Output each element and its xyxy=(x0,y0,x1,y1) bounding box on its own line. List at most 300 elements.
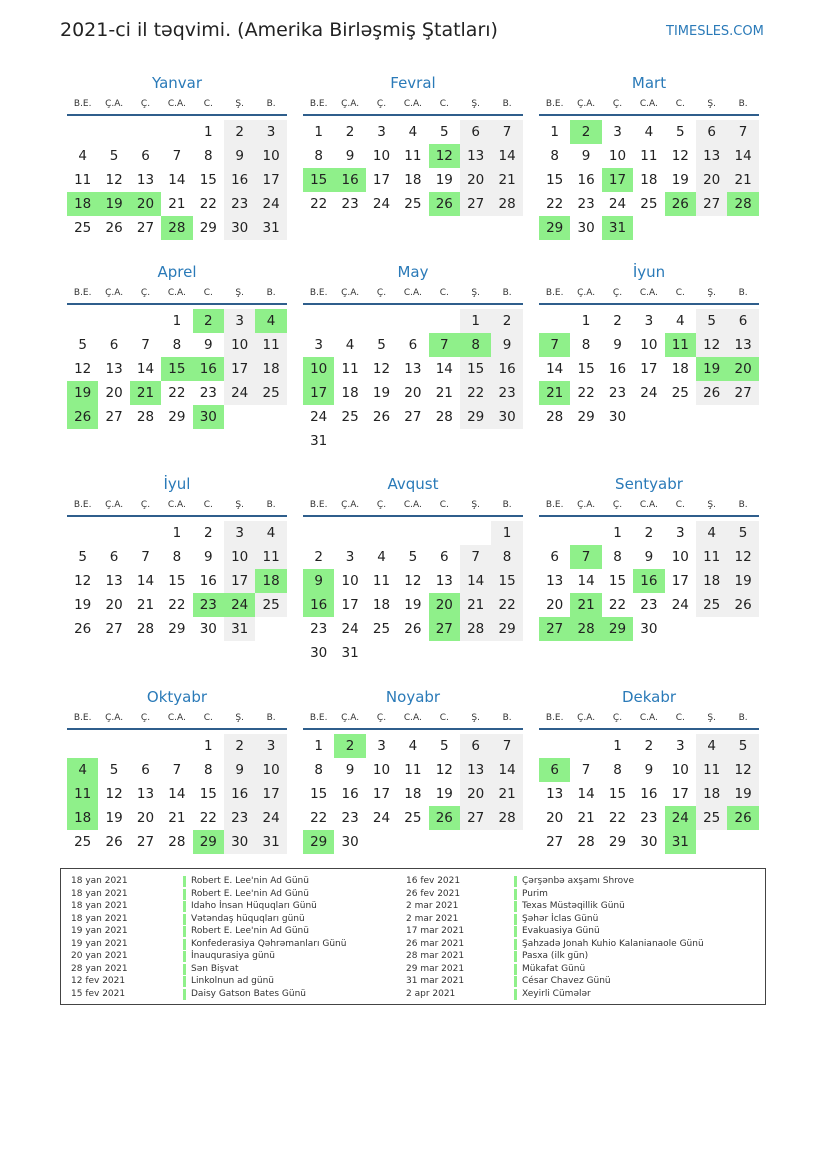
day-cell: 17 xyxy=(224,357,255,381)
day-cell: 11 xyxy=(255,545,286,569)
header-divider xyxy=(303,114,523,116)
day-cell: 30 xyxy=(640,621,658,637)
day-cell: 5 xyxy=(109,148,119,164)
day-cell: 21 xyxy=(491,168,522,192)
day-cell: 6 xyxy=(109,337,119,353)
holiday-marker-icon xyxy=(183,901,186,912)
day-cell: 19 xyxy=(435,786,453,802)
day-cell: 27 xyxy=(105,621,123,637)
legend-date: 2 mar 2021 xyxy=(406,913,459,924)
day-cell: 23 xyxy=(341,810,359,826)
holiday-day: 7 xyxy=(539,333,570,357)
day-cell: 17 xyxy=(255,782,286,806)
legend-date: 26 mar 2021 xyxy=(406,938,465,949)
day-cell: 13 xyxy=(105,573,123,589)
day-cell: 28 xyxy=(136,621,155,637)
legend-date: 28 mar 2021 xyxy=(406,951,465,961)
weekday-label: Ç. xyxy=(140,713,151,723)
header-divider xyxy=(303,515,523,517)
day-cell: 5 xyxy=(408,549,418,565)
day-cell: 6 xyxy=(460,734,491,758)
holiday-marker-icon xyxy=(514,889,517,900)
weekday-header xyxy=(67,97,287,111)
holiday-day: 29 xyxy=(193,830,224,854)
day-cell: 22 xyxy=(310,196,328,212)
legend-holiday-name: Daisy Gatson Bates Günü xyxy=(191,988,306,999)
day-cell: 11 xyxy=(74,172,92,188)
legend-item xyxy=(71,950,411,963)
holiday-day: 18 xyxy=(67,806,98,830)
day-cell: 22 xyxy=(608,810,627,826)
day-cell: 27 xyxy=(105,409,123,425)
day-cell: 15 xyxy=(460,357,491,381)
header-divider xyxy=(67,515,287,517)
holiday-day: 11 xyxy=(665,333,696,357)
weekday-header xyxy=(539,711,759,725)
weekday-label: B.E. xyxy=(309,288,328,298)
holiday-marker-icon xyxy=(183,876,186,887)
holiday-day: 29 xyxy=(539,216,570,240)
legend-holiday-name: Şahzadə Jonah Kuhio Kalanianaole Günü xyxy=(522,938,704,949)
day-cell: 30 xyxy=(640,834,658,850)
month-name: Fevral xyxy=(390,74,436,92)
legend-holiday-name: Robert E. Lee'nin Ad Günü xyxy=(191,926,309,936)
day-cell: 13 xyxy=(136,172,155,188)
day-cell: 31 xyxy=(341,645,359,661)
holiday-day: 19 xyxy=(67,381,98,405)
legend-date: 18 yan 2021 xyxy=(71,901,128,911)
weekday-label: C. xyxy=(203,288,213,298)
holiday-day: 24 xyxy=(665,806,696,830)
holiday-day: 4 xyxy=(255,309,286,333)
weekday-label: C.A. xyxy=(639,500,658,510)
day-cell: 12 xyxy=(727,545,758,569)
weekday-label: Ç. xyxy=(140,288,151,298)
holiday-day: 12 xyxy=(429,144,460,168)
weekday-label: B. xyxy=(502,288,512,298)
day-cell: 21 xyxy=(460,593,491,617)
day-cell: 24 xyxy=(372,196,391,212)
day-cell: 12 xyxy=(372,361,391,377)
holiday-day: 26 xyxy=(429,806,460,830)
day-cell: 25 xyxy=(696,593,727,617)
day-cell: 19 xyxy=(404,597,422,613)
day-cell: 12 xyxy=(105,172,123,188)
holiday-day: 28 xyxy=(570,617,601,641)
day-cell: 14 xyxy=(168,786,186,802)
brand-link[interactable]: TIMESLES.COM xyxy=(666,24,764,39)
header-divider xyxy=(303,303,523,305)
day-cell: 24 xyxy=(224,381,255,405)
day-cell: 18 xyxy=(640,172,658,188)
weekday-label: C. xyxy=(675,288,685,298)
holiday-day: 10 xyxy=(303,357,334,381)
holiday-day: 31 xyxy=(665,830,696,854)
day-cell: 6 xyxy=(141,148,150,164)
holiday-marker-icon xyxy=(183,889,186,900)
day-cell: 25 xyxy=(255,381,286,405)
day-cell: 22 xyxy=(577,385,595,401)
day-cell: 25 xyxy=(404,196,422,212)
day-cell: 15 xyxy=(168,573,186,589)
holiday-day: 21 xyxy=(130,381,161,405)
day-cell: 27 xyxy=(546,834,564,850)
legend-item xyxy=(406,975,756,988)
weekday-label: Ç.A. xyxy=(341,500,360,510)
month-name: İyun xyxy=(632,263,666,281)
day-cell: 17 xyxy=(671,573,689,589)
day-cell: 1 xyxy=(613,738,622,754)
day-cell: 21 xyxy=(435,385,453,401)
weekday-label: Ç.A. xyxy=(341,288,360,298)
weekday-label: B. xyxy=(738,500,748,510)
holiday-marker-icon xyxy=(514,939,517,950)
day-cell: 3 xyxy=(644,313,654,329)
day-cell: 3 xyxy=(345,549,355,565)
day-cell: 10 xyxy=(255,144,286,168)
weekday-label: Ç.A. xyxy=(105,288,124,298)
legend-holiday-name: Vətəndaş hüquqları günü xyxy=(191,913,305,924)
day-cell: 3 xyxy=(255,120,286,144)
day-cell: 21 xyxy=(727,168,758,192)
day-cell: 3 xyxy=(255,734,286,758)
day-cell: 5 xyxy=(727,521,758,545)
day-cell: 10 xyxy=(341,573,359,589)
legend-date: 18 yan 2021 xyxy=(71,888,128,899)
day-cell: 16 xyxy=(608,361,627,377)
day-cell: 27 xyxy=(136,220,155,236)
holiday-day: 28 xyxy=(161,216,192,240)
legend-item xyxy=(406,925,756,938)
day-cell: 6 xyxy=(141,762,150,778)
day-cell: 27 xyxy=(727,381,758,405)
weekday-header xyxy=(539,97,759,111)
legend-column-left xyxy=(71,875,411,1000)
holiday-day: 27 xyxy=(539,617,570,641)
day-cell: 6 xyxy=(727,309,758,333)
day-cell: 25 xyxy=(640,196,658,212)
day-cell: 1 xyxy=(581,313,591,329)
day-cell: 15 xyxy=(310,786,328,802)
legend-item xyxy=(406,963,756,976)
legend-holiday-name: Çərşənbə axşamı Shrove xyxy=(522,876,635,886)
weekday-label: Ç.A. xyxy=(577,500,596,510)
day-cell: 9 xyxy=(345,762,355,778)
legend-item xyxy=(71,925,411,938)
day-cell: 24 xyxy=(341,621,359,637)
month-name: Noyabr xyxy=(385,688,441,706)
day-cell: 19 xyxy=(727,569,758,593)
holiday-marker-icon xyxy=(514,964,517,975)
day-cell: 12 xyxy=(727,758,758,782)
day-cell: 15 xyxy=(546,172,564,188)
day-cell: 3 xyxy=(224,309,255,333)
day-cell: 18 xyxy=(696,569,727,593)
day-cell: 12 xyxy=(74,573,92,589)
day-cell: 18 xyxy=(404,172,422,188)
holiday-day: 24 xyxy=(224,593,255,617)
holiday-day: 21 xyxy=(539,381,570,405)
day-cell: 8 xyxy=(314,148,323,164)
weekday-label: C.A. xyxy=(167,500,186,510)
day-cell: 14 xyxy=(491,144,522,168)
weekday-label: B.E. xyxy=(73,500,92,510)
legend-holiday-name: İnauqurasiya günü xyxy=(191,951,275,961)
legend-item xyxy=(406,900,756,913)
day-cell: 20 xyxy=(136,810,155,826)
day-cell: 1 xyxy=(203,124,213,140)
day-cell: 4 xyxy=(408,738,418,754)
weekday-label: C. xyxy=(675,99,685,109)
day-cell: 21 xyxy=(577,810,595,826)
header-divider xyxy=(67,114,287,116)
weekday-label: Ç. xyxy=(612,500,623,510)
day-cell: 30 xyxy=(341,834,359,850)
day-cell: 20 xyxy=(546,810,564,826)
day-cell: 9 xyxy=(491,333,522,357)
holiday-marker-icon xyxy=(183,976,186,987)
holiday-day: 26 xyxy=(67,405,98,429)
day-cell: 1 xyxy=(613,525,622,541)
weekday-header xyxy=(539,286,759,300)
day-cell: 9 xyxy=(203,549,213,565)
day-cell: 18 xyxy=(341,385,359,401)
weekday-label: Ç.A. xyxy=(577,288,596,298)
day-cell: 29 xyxy=(491,617,522,641)
weekday-header xyxy=(67,498,287,512)
weekday-label: Ş. xyxy=(235,500,244,510)
day-cell: 27 xyxy=(404,409,422,425)
weekday-label: Ç. xyxy=(612,713,623,723)
holiday-marker-icon xyxy=(514,876,517,887)
day-cell: 24 xyxy=(608,196,627,212)
holiday-marker-icon xyxy=(183,914,186,925)
day-cell: 20 xyxy=(404,385,422,401)
day-cell: 23 xyxy=(491,381,522,405)
day-cell: 4 xyxy=(644,124,654,140)
legend-item xyxy=(71,938,411,951)
holiday-day: 18 xyxy=(67,192,98,216)
holiday-day: 29 xyxy=(602,617,633,641)
weekday-label: B.E. xyxy=(73,288,92,298)
weekday-label: Ç.A. xyxy=(105,99,124,109)
day-cell: 7 xyxy=(141,549,150,565)
legend-date: 19 yan 2021 xyxy=(71,938,128,949)
day-cell: 7 xyxy=(460,545,491,569)
day-cell: 18 xyxy=(671,361,689,377)
day-cell: 4 xyxy=(696,521,727,545)
holiday-day: 29 xyxy=(303,830,334,854)
weekday-label: Ç. xyxy=(376,500,387,510)
day-cell: 21 xyxy=(168,196,186,212)
weekday-label: Ç. xyxy=(612,99,623,109)
holiday-day: 20 xyxy=(130,192,161,216)
day-cell: 3 xyxy=(224,521,255,545)
day-cell: 26 xyxy=(105,834,123,850)
holiday-day: 4 xyxy=(67,758,98,782)
day-cell: 16 xyxy=(224,782,255,806)
weekday-label: Ç. xyxy=(140,99,151,109)
day-cell: 19 xyxy=(372,385,391,401)
weekday-label: C. xyxy=(675,500,685,510)
legend-holiday-name: Linkolnun ad günü xyxy=(191,976,275,986)
day-cell: 14 xyxy=(727,144,758,168)
weekday-label: C. xyxy=(203,713,213,723)
weekday-label: B. xyxy=(502,500,512,510)
month-name: Mart xyxy=(631,74,667,92)
legend-date: 19 yan 2021 xyxy=(71,926,128,936)
month-name: Oktyabr xyxy=(146,688,208,706)
header-divider xyxy=(67,728,287,730)
day-cell: 11 xyxy=(372,573,391,589)
day-cell: 8 xyxy=(491,545,522,569)
weekday-label: C. xyxy=(439,288,449,298)
weekday-label: Ç.A. xyxy=(341,713,360,723)
holiday-marker-icon xyxy=(183,951,186,962)
day-cell: 8 xyxy=(172,549,182,565)
weekday-label: Ş. xyxy=(707,500,716,510)
weekday-label: C.A. xyxy=(403,99,422,109)
holiday-day: 20 xyxy=(727,357,758,381)
holiday-marker-icon xyxy=(514,989,517,1000)
day-cell: 23 xyxy=(608,385,627,401)
day-cell: 25 xyxy=(74,834,92,850)
legend-item xyxy=(71,963,411,976)
weekday-label: Ç.A. xyxy=(105,713,124,723)
day-cell: 9 xyxy=(203,337,213,353)
day-cell: 10 xyxy=(671,549,689,565)
day-cell: 2 xyxy=(491,309,522,333)
day-cell: 17 xyxy=(372,786,391,802)
day-cell: 25 xyxy=(696,806,727,830)
day-cell: 3 xyxy=(675,525,685,541)
weekday-label: C. xyxy=(675,713,685,723)
day-cell: 27 xyxy=(136,834,155,850)
day-cell: 24 xyxy=(640,385,658,401)
day-cell: 15 xyxy=(199,786,217,802)
weekday-label: C. xyxy=(203,500,213,510)
day-cell: 28 xyxy=(577,834,595,850)
holiday-day: 2 xyxy=(570,120,601,144)
day-cell: 19 xyxy=(105,810,123,826)
day-cell: 27 xyxy=(460,192,491,216)
weekday-label: C.A. xyxy=(403,288,422,298)
weekday-label: Ş. xyxy=(471,99,480,109)
header-divider xyxy=(303,728,523,730)
holiday-day: 21 xyxy=(570,593,601,617)
day-cell: 5 xyxy=(439,738,449,754)
day-cell: 29 xyxy=(460,405,491,429)
holiday-day: 7 xyxy=(570,545,601,569)
day-cell: 13 xyxy=(546,786,564,802)
day-cell: 8 xyxy=(203,762,213,778)
day-cell: 1 xyxy=(203,738,213,754)
legend-holiday-name: Robert E. Lee'nin Ad Günü xyxy=(191,876,309,886)
day-cell: 29 xyxy=(199,220,217,236)
weekday-label: Ş. xyxy=(471,500,480,510)
weekday-label: Ç.A. xyxy=(341,99,360,109)
day-cell: 7 xyxy=(172,762,182,778)
month-name: Aprel xyxy=(157,263,197,281)
day-cell: 26 xyxy=(105,220,123,236)
day-cell: 5 xyxy=(377,337,386,353)
day-cell: 25 xyxy=(404,810,422,826)
weekday-label: C.A. xyxy=(403,500,422,510)
weekday-label: Ş. xyxy=(707,99,716,109)
day-cell: 10 xyxy=(608,148,627,164)
holiday-day: 26 xyxy=(727,806,758,830)
weekday-label: C.A. xyxy=(403,713,422,723)
day-cell: 2 xyxy=(613,313,622,329)
weekday-label: C.A. xyxy=(167,288,186,298)
day-cell: 30 xyxy=(310,645,328,661)
day-cell: 9 xyxy=(224,144,255,168)
day-cell: 2 xyxy=(644,525,654,541)
day-cell: 1 xyxy=(491,521,522,545)
day-cell: 19 xyxy=(727,782,758,806)
weekday-label: Ş. xyxy=(707,288,716,298)
header-divider xyxy=(67,303,287,305)
page-title: 2021-ci il təqvimi. (Amerika Birləşmiş Ştatları) xyxy=(60,19,498,41)
day-cell: 25 xyxy=(341,409,359,425)
holiday-marker-icon xyxy=(514,901,517,912)
day-cell: 14 xyxy=(546,361,564,377)
weekday-label: B. xyxy=(738,288,748,298)
legend-column-right xyxy=(406,875,756,1000)
weekday-label: Ş. xyxy=(707,713,716,723)
day-cell: 4 xyxy=(255,521,286,545)
day-cell: 13 xyxy=(696,144,727,168)
weekday-label: B.E. xyxy=(545,500,564,510)
day-cell: 2 xyxy=(224,120,255,144)
holiday-day: 2 xyxy=(334,734,365,758)
weekday-label: Ç. xyxy=(376,713,387,723)
holiday-day: 19 xyxy=(696,357,727,381)
weekday-label: Ç.A. xyxy=(105,500,124,510)
weekday-label: Ş. xyxy=(471,288,480,298)
day-cell: 11 xyxy=(640,148,658,164)
day-cell: 30 xyxy=(224,216,255,240)
legend-holiday-name: Konfederasiya Qəhrəmanları Günü xyxy=(191,938,347,949)
legend-holiday-name: Sən Bişvat xyxy=(191,963,239,974)
day-cell: 13 xyxy=(136,786,155,802)
legend-date: 2 apr 2021 xyxy=(406,988,456,999)
day-cell: 3 xyxy=(675,738,685,754)
day-cell: 8 xyxy=(550,148,559,164)
holiday-day: 15 xyxy=(303,168,334,192)
weekday-label: B. xyxy=(502,99,512,109)
day-cell: 16 xyxy=(224,168,255,192)
day-cell: 10 xyxy=(224,333,255,357)
day-cell: 21 xyxy=(136,597,155,613)
header-divider xyxy=(539,515,759,517)
holiday-day: 15 xyxy=(161,357,192,381)
holiday-day: 19 xyxy=(98,192,129,216)
day-cell: 11 xyxy=(404,148,422,164)
day-cell: 10 xyxy=(255,758,286,782)
day-cell: 6 xyxy=(439,549,449,565)
holiday-day: 16 xyxy=(193,357,224,381)
day-cell: 30 xyxy=(224,830,255,854)
legend-date: 15 fev 2021 xyxy=(71,988,126,999)
day-cell: 1 xyxy=(314,738,323,754)
weekday-label: Ş. xyxy=(235,99,244,109)
day-cell: 20 xyxy=(105,597,123,613)
day-cell: 25 xyxy=(74,220,92,236)
day-cell: 22 xyxy=(310,810,328,826)
day-cell: 15 xyxy=(608,573,627,589)
day-cell: 8 xyxy=(581,337,591,353)
